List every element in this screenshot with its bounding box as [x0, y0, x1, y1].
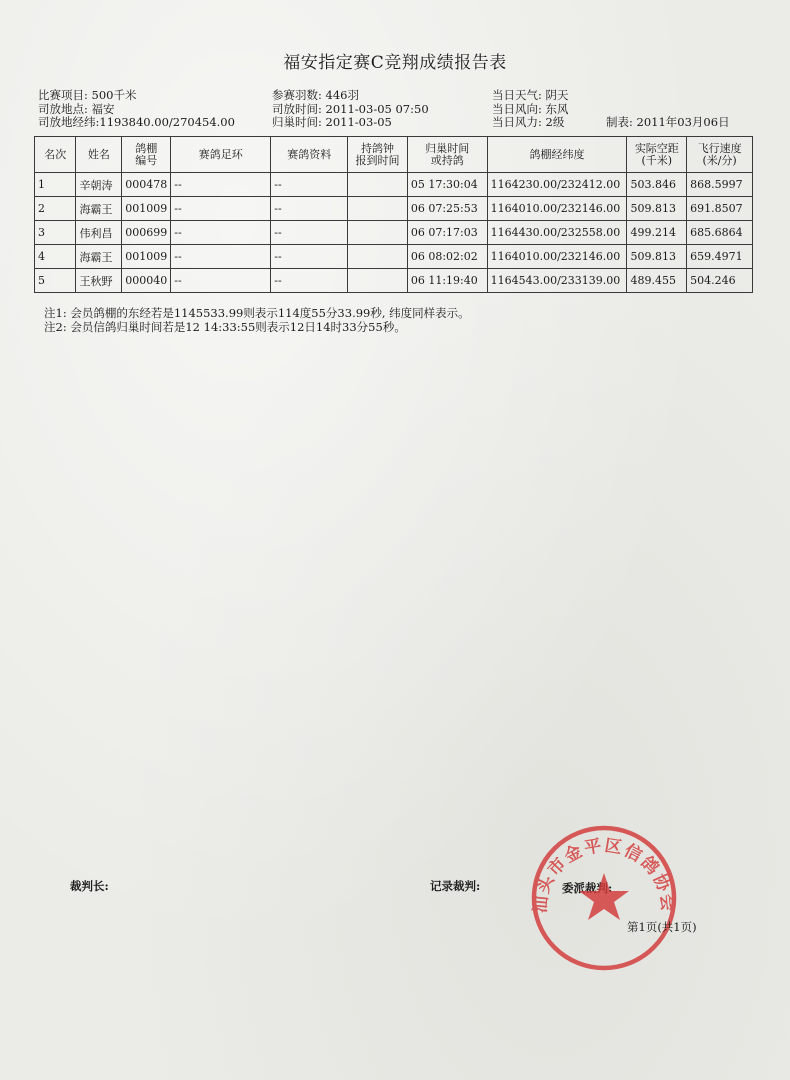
- meta-left-column: [38, 89, 235, 130]
- cell-ring: --: [171, 173, 271, 197]
- cell-bird-info: --: [271, 173, 348, 197]
- cell-loft-coords: 1164230.00/232412.00: [487, 173, 627, 197]
- meta-release-place: 司放地点: 福安: [38, 101, 115, 116]
- notes: [44, 307, 470, 334]
- header-loft-id: 鸽棚 编号: [122, 137, 171, 173]
- cell-name: 伟利昌: [76, 221, 122, 245]
- header-return-time: 归巢时间 或持鸽: [407, 137, 487, 173]
- meta-wind-force: 当日风力: 2级: [492, 115, 565, 129]
- table-row: [35, 221, 753, 245]
- table-header-row: [35, 137, 753, 173]
- meta-weather: 当日天气: 阴天: [492, 88, 569, 102]
- cell-distance: 509.813: [627, 197, 687, 221]
- meta-release-coords: 司放地经纬:1193840.00/270454.00: [38, 115, 235, 129]
- record-judge-label: 记录裁判:: [430, 879, 481, 893]
- cell-return-time: 06 07:25:53: [407, 197, 487, 221]
- cell-distance: 503.846: [627, 173, 687, 197]
- cell-bird-info: --: [271, 245, 348, 269]
- cell-rank: 2: [35, 197, 76, 221]
- meta-entries: 参赛羽数: 446羽: [272, 88, 359, 102]
- document-title: 福安指定赛C竞翔成绩报告表: [283, 53, 507, 73]
- header-loft-coords: 鸽棚经纬度: [487, 137, 627, 173]
- meta-made-date: 制表: 2011年03月06日: [606, 115, 730, 129]
- meta-middle-column: [272, 89, 429, 130]
- note-2: 注2: 会员信鸽归巢时间若是12 14:33:55则表示12日14时33分55秒。: [44, 319, 406, 334]
- cell-bird-info: --: [271, 221, 348, 245]
- cell-loft-coords: 1164010.00/232146.00: [487, 197, 627, 221]
- cell-rank: 1: [35, 173, 76, 197]
- cell-speed: 685.6864: [687, 221, 753, 245]
- cell-ring: --: [171, 269, 271, 293]
- cell-name: 王秋野: [76, 269, 122, 293]
- cell-return-time: 05 17:30:04: [407, 173, 487, 197]
- header-name: 姓名: [76, 137, 122, 173]
- table-row: [35, 245, 753, 269]
- cell-loft-id: 000478: [122, 173, 171, 197]
- assigned-judge-label: 委派裁判:: [562, 881, 613, 895]
- cell-loft-id: 001009: [122, 245, 171, 269]
- table-body: [35, 173, 753, 293]
- chief-judge-label: 裁判长:: [70, 879, 109, 893]
- meta-wind-direction: 当日风向: 东风: [492, 101, 569, 116]
- header-clock-time: 持鸽钟 报到时间: [348, 137, 408, 173]
- meta-release-time: 司放时间: 2011-03-05 07:50: [272, 101, 429, 116]
- header-rank: 名次: [35, 137, 76, 173]
- cell-speed: 868.5997: [687, 173, 753, 197]
- meta-return-time: 归巢时间: 2011-03-05: [272, 115, 392, 129]
- cell-clock-time: [348, 245, 408, 269]
- cell-clock-time: [348, 173, 408, 197]
- meta-right-column: [492, 89, 569, 130]
- results-table: [34, 136, 753, 293]
- cell-rank: 4: [35, 245, 76, 269]
- cell-return-time: 06 07:17:03: [407, 221, 487, 245]
- cell-return-time: 06 08:02:02: [407, 245, 487, 269]
- cell-loft-coords: 1164543.00/233139.00: [487, 269, 627, 293]
- cell-loft-coords: 1164010.00/232146.00: [487, 245, 627, 269]
- cell-clock-time: [348, 269, 408, 293]
- header-distance: 实际空距 (千米): [627, 137, 687, 173]
- cell-distance: 499.214: [627, 221, 687, 245]
- table-row: [35, 269, 753, 293]
- cell-loft-id: 000040: [122, 269, 171, 293]
- cell-speed: 504.246: [687, 269, 753, 293]
- cell-rank: 5: [35, 269, 76, 293]
- table-row: [35, 173, 753, 197]
- header-bird-info: 赛鸽资料: [271, 137, 348, 173]
- cell-loft-coords: 1164430.00/232558.00: [487, 221, 627, 245]
- cell-loft-id: 000699: [122, 221, 171, 245]
- table-row: [35, 197, 753, 221]
- cell-ring: --: [171, 245, 271, 269]
- page-number: 第1页(共1页): [627, 920, 697, 934]
- cell-name: 海霸王: [76, 197, 122, 221]
- cell-speed: 659.4971: [687, 245, 753, 269]
- header-ring: 赛鸽足环: [171, 137, 271, 173]
- cell-clock-time: [348, 197, 408, 221]
- cell-name: 海霸王: [76, 245, 122, 269]
- cell-rank: 3: [35, 221, 76, 245]
- cell-ring: --: [171, 197, 271, 221]
- cell-name: 辛朝涛: [76, 173, 122, 197]
- note-1: 注1: 会员鸽棚的东经若是1145533.99则表示114度55分33.99秒, 纬度同样表示。: [44, 306, 470, 320]
- official-seal-stamp: [529, 823, 679, 973]
- cell-return-time: 06 11:19:40: [407, 269, 487, 293]
- cell-bird-info: --: [271, 197, 348, 221]
- cell-loft-id: 001009: [122, 197, 171, 221]
- cell-ring: --: [171, 221, 271, 245]
- cell-clock-time: [348, 221, 408, 245]
- cell-distance: 489.455: [627, 269, 687, 293]
- cell-distance: 509.813: [627, 245, 687, 269]
- cell-speed: 691.8507: [687, 197, 753, 221]
- header-speed: 飞行速度 (米/分): [687, 137, 753, 173]
- cell-bird-info: --: [271, 269, 348, 293]
- meta-event: 比赛项目: 500千米: [38, 88, 137, 102]
- svg-text:汕头市金平区信鸽协会: 汕头市金平区信鸽协会: [530, 835, 678, 914]
